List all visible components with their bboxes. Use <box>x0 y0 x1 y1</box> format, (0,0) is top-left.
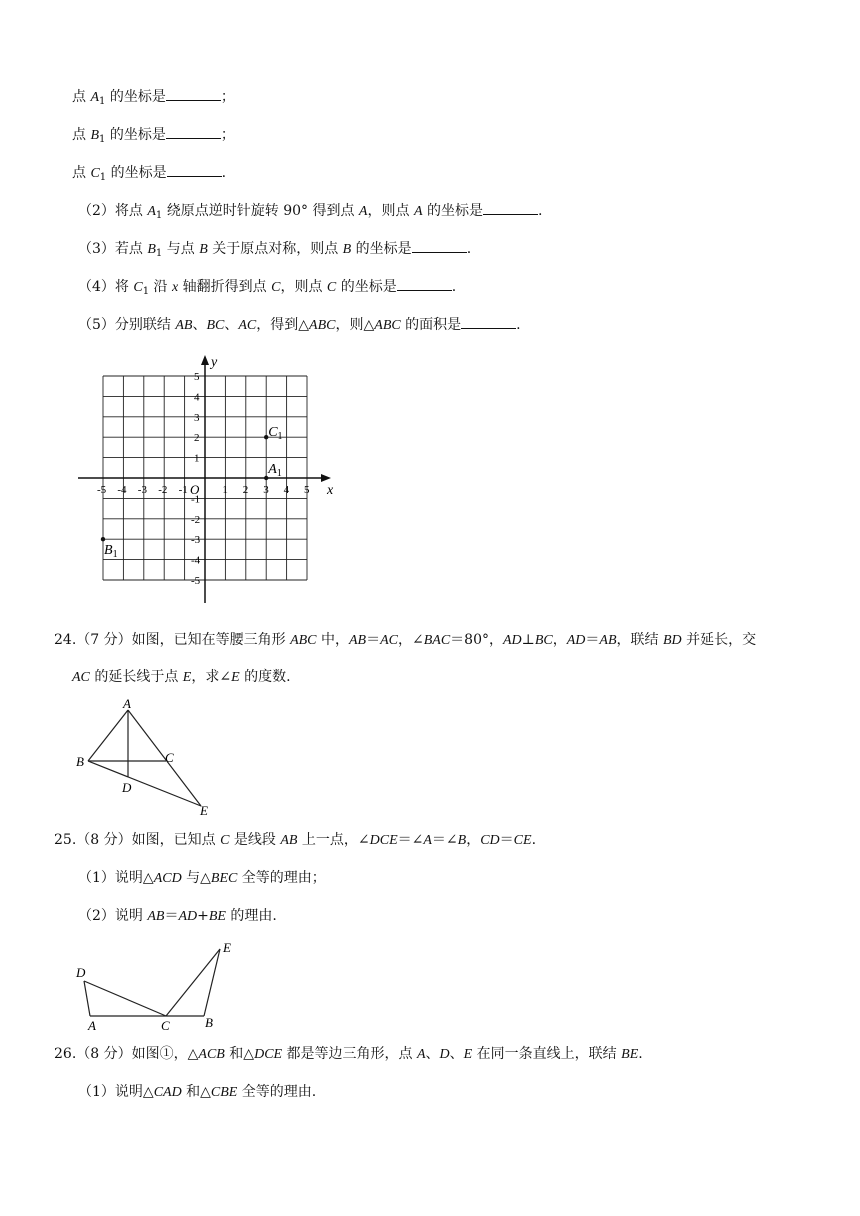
text: （1）说明△ <box>78 870 154 886</box>
text: 的坐标是 <box>106 165 167 181</box>
circled-number: ① <box>159 1046 174 1062</box>
q24-triangle-figure <box>70 696 220 816</box>
tick-labels <box>97 371 310 587</box>
var: CBE <box>210 1085 238 1100</box>
var: B <box>90 128 100 143</box>
var: C <box>90 166 100 181</box>
x-tick-label: 5 <box>304 484 310 496</box>
text: （3）若点 <box>78 241 148 257</box>
x-tick-label: 4 <box>283 484 290 496</box>
var: ABC <box>374 318 401 333</box>
x-tick-label: -3 <box>137 484 147 496</box>
var: C <box>271 280 281 295</box>
q25-part2 <box>78 907 277 926</box>
var: DCE <box>369 833 398 848</box>
text: ； <box>220 89 235 105</box>
var: BC <box>206 318 225 333</box>
text: 的度数. <box>239 669 291 685</box>
var: AB <box>147 909 165 924</box>
y-tick-label: 4 <box>194 391 200 404</box>
answer-blank <box>461 316 516 329</box>
text: （1）说明△ <box>78 1084 154 1100</box>
x-tick-label: -4 <box>117 484 127 496</box>
q25-line1 <box>54 831 536 850</box>
q26-part1 <box>78 1083 316 1102</box>
text: ＝∠ <box>397 832 424 848</box>
segment-ab <box>88 710 128 761</box>
point-b1 <box>101 537 105 541</box>
text: ， <box>552 632 567 648</box>
text: ，∠ <box>397 632 424 648</box>
text: 的理由. <box>225 908 277 924</box>
text: 和△ <box>224 1046 255 1062</box>
sub: 1 <box>99 134 106 145</box>
text: （5）分别联结 <box>78 317 176 333</box>
var: A <box>90 90 100 105</box>
text: ， <box>466 832 481 848</box>
answer-blank <box>166 88 221 101</box>
text: 的坐标是 <box>105 89 166 105</box>
text: + <box>197 908 209 924</box>
text: 绕原点逆时针旋转 90° 得到点 <box>162 203 359 219</box>
text: . <box>466 241 472 257</box>
text: 的坐标是 <box>105 127 166 143</box>
y-tick-label: 1 <box>194 452 200 465</box>
text: 与△ <box>181 870 211 886</box>
label-d: D <box>76 965 86 980</box>
text: 全等的理由； <box>237 870 326 886</box>
q24-line1 <box>54 631 756 650</box>
var: AB <box>280 833 298 848</box>
sub: 1 <box>155 248 163 259</box>
var: A <box>147 204 156 219</box>
point-label: $B_1$ <box>104 543 118 561</box>
answer-blank <box>412 240 467 253</box>
y-tick-label: -3 <box>191 534 201 547</box>
var: A <box>423 833 432 848</box>
x-tick-label: 2 <box>242 484 249 496</box>
text: 都是等边三角形，点 <box>282 1046 417 1062</box>
var: B <box>147 242 156 257</box>
answer-blank <box>167 164 222 177</box>
var: x <box>171 280 179 295</box>
var: CAD <box>153 1085 182 1100</box>
q23-c1-line <box>72 164 226 183</box>
label-a: A <box>88 1018 96 1033</box>
var: CD <box>480 833 500 848</box>
q23-b1-line <box>72 126 235 145</box>
text: . <box>537 203 543 219</box>
var: BEC <box>210 871 238 886</box>
text: 的延长线于点 <box>89 669 183 685</box>
label-c: C <box>161 1018 170 1033</box>
label-c: C <box>165 750 174 765</box>
text: ，求∠ <box>191 669 232 685</box>
text: ，联结 <box>616 632 663 648</box>
var: E <box>182 670 192 685</box>
text: （4）将 <box>78 279 134 295</box>
var: DCE <box>254 1047 283 1062</box>
var: BE <box>208 909 226 924</box>
text: . <box>516 317 521 333</box>
x-axis-label: x <box>327 483 334 498</box>
text: ，则点 <box>280 279 327 295</box>
x-tick-label: 1 <box>222 484 228 496</box>
coordinate-grid-figure <box>76 355 336 605</box>
text: 点 <box>72 89 91 105</box>
var: AD <box>566 633 586 648</box>
segment-dc <box>84 981 166 1016</box>
answer-blank <box>483 202 538 215</box>
text: 并延长，交 <box>681 632 757 648</box>
var: C <box>133 280 143 295</box>
text: 、 <box>425 1046 440 1062</box>
text: 在同一条直线上，联结 <box>472 1046 622 1062</box>
q23-part3 <box>78 240 471 259</box>
text: . <box>451 279 457 295</box>
var: AC <box>380 633 398 648</box>
text: 和△ <box>181 1084 211 1100</box>
y-tick-label: -4 <box>191 554 201 567</box>
label-a: A <box>123 696 131 711</box>
q23-part4 <box>78 278 456 297</box>
var: ACD <box>153 871 182 886</box>
var: A <box>416 1047 426 1062</box>
text: 26.（8 分）如图 <box>54 1046 160 1062</box>
var: BAC <box>423 633 451 648</box>
y-tick-label: 2 <box>194 432 200 445</box>
text: （2）将点 <box>78 203 148 219</box>
var: D <box>439 1047 450 1062</box>
var: AB <box>348 633 367 648</box>
x-tick-label: 3 <box>263 484 269 496</box>
text: ⊥ <box>521 632 535 648</box>
x-axis-arrow-icon <box>321 474 331 482</box>
q26-line1 <box>54 1045 643 1064</box>
text: 是线段 <box>229 832 281 848</box>
var: C <box>220 833 230 848</box>
sub: 1 <box>99 96 106 107</box>
x-tick-label: -5 <box>97 484 107 496</box>
var: B <box>457 833 467 848</box>
label-b: B <box>205 1015 213 1030</box>
sub: 1 <box>142 286 150 297</box>
text: 与点 <box>162 241 200 257</box>
text: ＝ <box>585 632 600 648</box>
var: ACB <box>198 1047 225 1062</box>
text: 的坐标是 <box>422 203 483 219</box>
y-tick-label: -5 <box>191 575 201 587</box>
var: B <box>199 242 208 257</box>
text: 关于原点对称，则点 <box>207 241 343 257</box>
text: 点 <box>72 165 91 181</box>
text: . <box>638 1046 643 1062</box>
var: B <box>342 242 352 257</box>
var: BD <box>662 633 682 648</box>
segment-ad <box>84 981 90 1016</box>
var: E <box>231 670 240 685</box>
text: ，则△ <box>335 317 375 333</box>
point-label: $A_1$ <box>268 462 282 479</box>
text: . <box>531 832 537 848</box>
text: 沿 <box>149 279 172 295</box>
text: 25.（8 分）如图，已知点 <box>54 832 221 848</box>
q25-figure <box>74 937 244 1032</box>
origin-label: O <box>190 482 200 497</box>
q23-a1-line <box>72 88 235 107</box>
text: 、 <box>224 317 239 333</box>
label-d: D <box>122 780 132 795</box>
var: AC <box>72 670 90 685</box>
y-tick-label: 3 <box>194 411 200 424</box>
text: 、 <box>192 317 207 333</box>
text: （2）说明 <box>78 908 148 924</box>
var: AD <box>503 633 522 648</box>
text: 24.（7 分）如图，已知在等腰三角形 <box>54 632 291 648</box>
text: 的面积是 <box>400 317 462 333</box>
var: ABC <box>290 633 317 648</box>
q23-part5 <box>78 316 521 335</box>
point-label: $C_1$ <box>268 425 283 443</box>
text: ＝ <box>366 632 381 648</box>
label-b: B <box>76 754 84 769</box>
var: A <box>358 204 368 219</box>
text: ＝ <box>164 908 179 924</box>
y-tick-label: -1 <box>191 493 201 506</box>
text: ，△ <box>173 1046 199 1062</box>
text: ＝∠ <box>431 832 458 848</box>
var: AC <box>238 318 257 333</box>
answer-blank <box>397 278 452 291</box>
text: 全等的理由. <box>237 1084 317 1100</box>
text: ，得到△ <box>256 317 310 333</box>
text: 点 <box>72 127 91 143</box>
text: 的坐标是 <box>351 241 412 257</box>
y-tick-label: 5 <box>194 371 200 383</box>
sub: 1 <box>155 210 163 221</box>
y-axis-label: y <box>211 355 218 370</box>
text: . <box>221 165 227 181</box>
text: 的坐标是 <box>336 279 397 295</box>
var: A <box>413 204 423 219</box>
var: BE <box>621 1047 639 1062</box>
var: BC <box>534 633 553 648</box>
label-e: E <box>223 940 231 955</box>
var: ABC <box>309 318 336 333</box>
x-tick-label: -1 <box>178 484 188 496</box>
text: ； <box>220 127 235 143</box>
q24-line2 <box>72 668 291 687</box>
var: AD <box>178 909 198 924</box>
text: ＝80°， <box>450 632 503 648</box>
y-axis-arrow-icon <box>201 355 209 365</box>
text: 上一点，∠ <box>297 832 370 848</box>
text: ，则点 <box>367 203 414 219</box>
x-tick-label: -2 <box>158 484 168 496</box>
text: ＝ <box>499 832 514 848</box>
text: 中， <box>316 632 349 648</box>
var: E <box>463 1047 473 1062</box>
q23-part2 <box>78 202 542 221</box>
q25-part1 <box>78 869 326 888</box>
text: 轴翻折得到点 <box>178 279 272 295</box>
var: AB <box>175 318 193 333</box>
var: C <box>326 280 337 295</box>
answer-blank <box>166 126 221 139</box>
y-tick-label: -2 <box>191 513 201 526</box>
text: 、 <box>449 1046 464 1062</box>
var: CE <box>513 833 532 848</box>
sub: 1 <box>99 172 107 183</box>
var: AB <box>599 633 617 648</box>
label-e: E <box>200 803 208 818</box>
